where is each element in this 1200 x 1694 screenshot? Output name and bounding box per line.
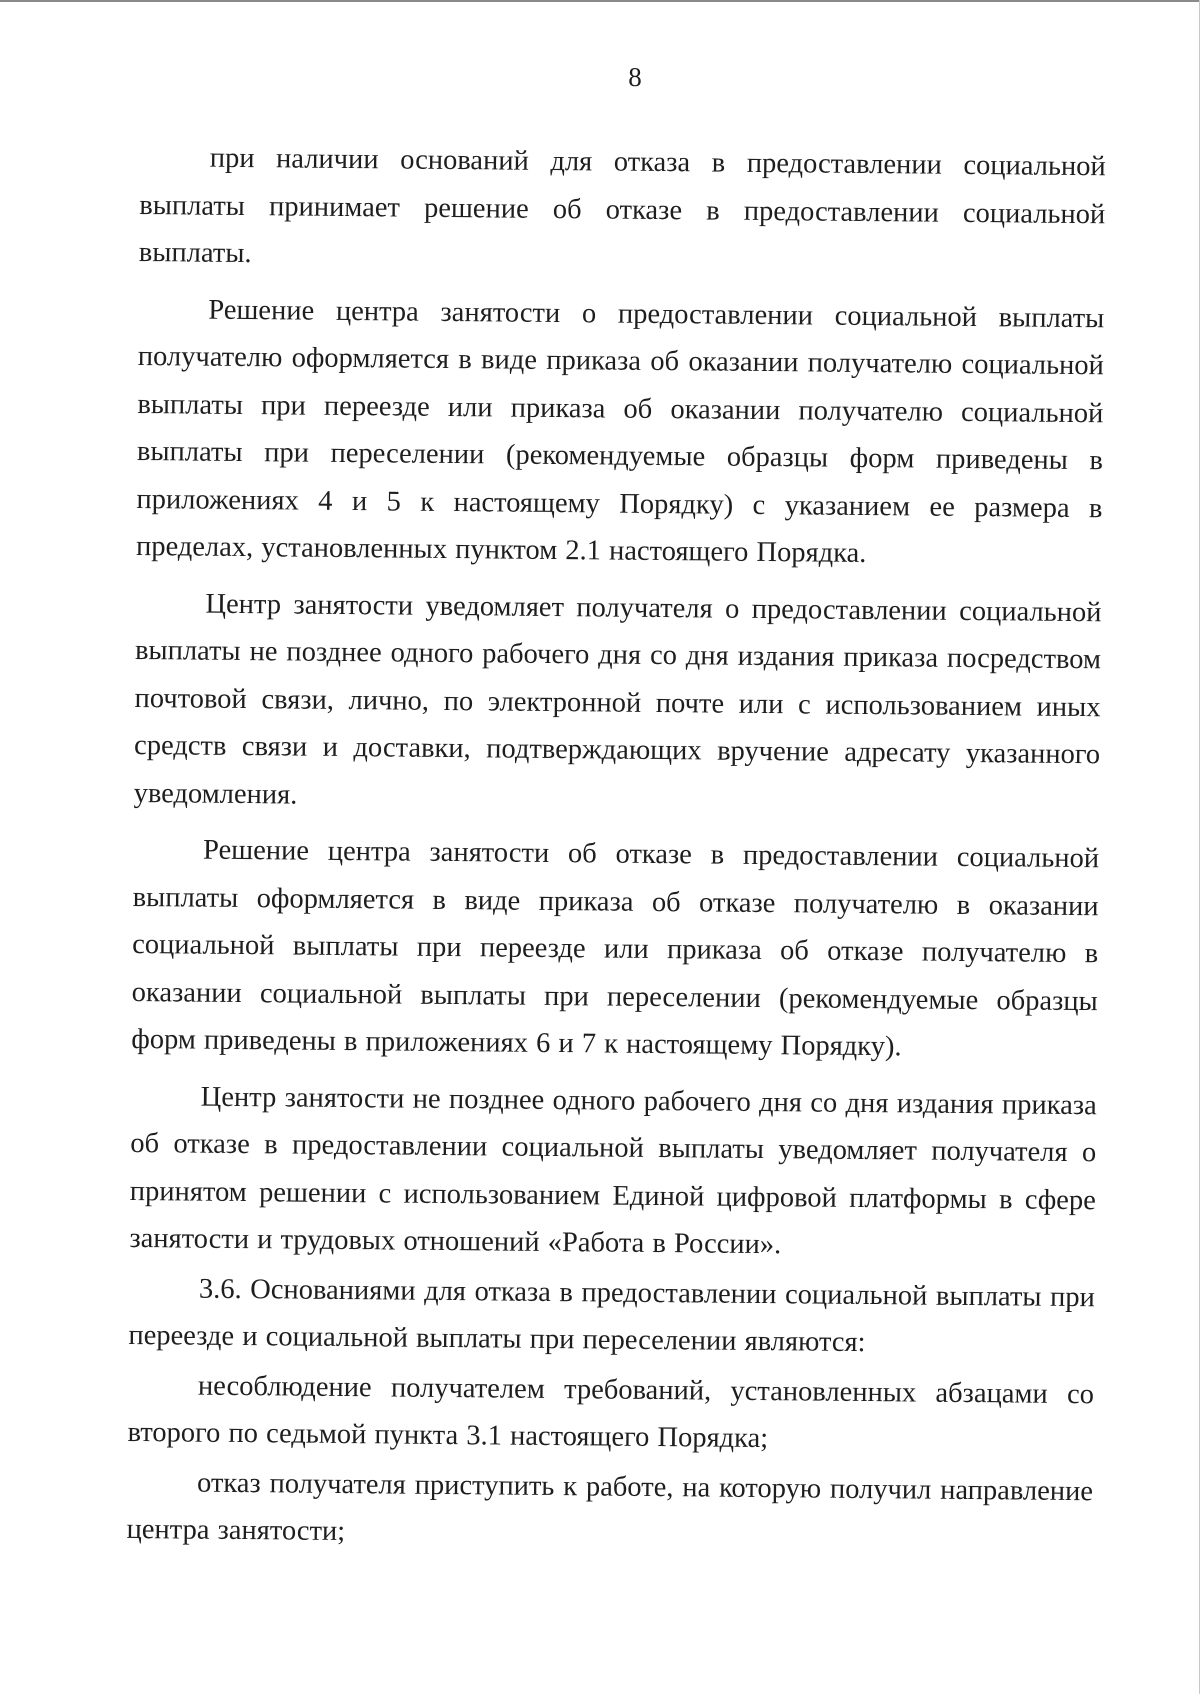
paragraph-grant-notification: Центр занятости уведомляет получателя о предоставлении социальной выплаты не позднее одного рабочего дня со дня издания приказа посредством почтовой связи, лично, по электронной почте или с использованием иных средств связи и доставки, подтверждающих вручение адресату указанного уведомления. xyxy=(133,588,1102,811)
paragraph-ground-refusal-to-work: отказ получателя приступить к работе, на которую получил направление центра занятости; xyxy=(126,1467,1094,1548)
paragraph-refusal-decision-order: Решение центра занятости об отказе в предоставлении социальной выплаты оформляется в виде приказа об отказе получателю в оказании социальной выплаты при переезде или приказа об отказе получателю в оказании социальной выплаты при переселении (рекомендуемые образцы форм приведены в приложениях 6 и 7 к настоящему Порядку). xyxy=(131,834,1100,1063)
page-number: 8 xyxy=(628,62,642,92)
paragraph-section-3-6: 3.6. Основаниями для отказа в предоставлении социальной выплаты при переезде и социальной выплаты при переселении являются: xyxy=(128,1273,1096,1359)
paragraph-refusal-grounds-decision: при наличии оснований для отказа в предоставлении социальной выплаты принимает решение об отказе в предоставлении социальной выплаты. xyxy=(138,142,1106,270)
document-body xyxy=(126,134,1106,1565)
paragraph-refusal-notification: Центр занятости не позднее одного рабочего дня со дня издания приказа об отказе в предоставлении социальной выплаты уведомляет получателя о принятом решении с использованием Единой цифровой платформы в сфере занятости и трудовых отношений «Работа в России». xyxy=(129,1081,1097,1261)
scan-edge-top xyxy=(0,0,1200,2)
paragraph-grant-decision-order: Решение центра занятости о предоставлении социальной выплаты получателю оформляется в виде приказа об оказании получателю социальной выплаты при переезде или приказа об оказании получателю социальной выплаты при переселении (рекомендуемые образцы форм приведены в приложениях 4 и 5 к настоящему Порядку) с указанием ее размера в пределах, установленных пунктом 2.1 настоящего Порядка. xyxy=(135,294,1105,569)
paragraph-ground-noncompliance: несоблюдение получателем требований, установленных абзацами со второго по седьмой пункта 3.1 настоящего Порядка; xyxy=(127,1370,1095,1455)
